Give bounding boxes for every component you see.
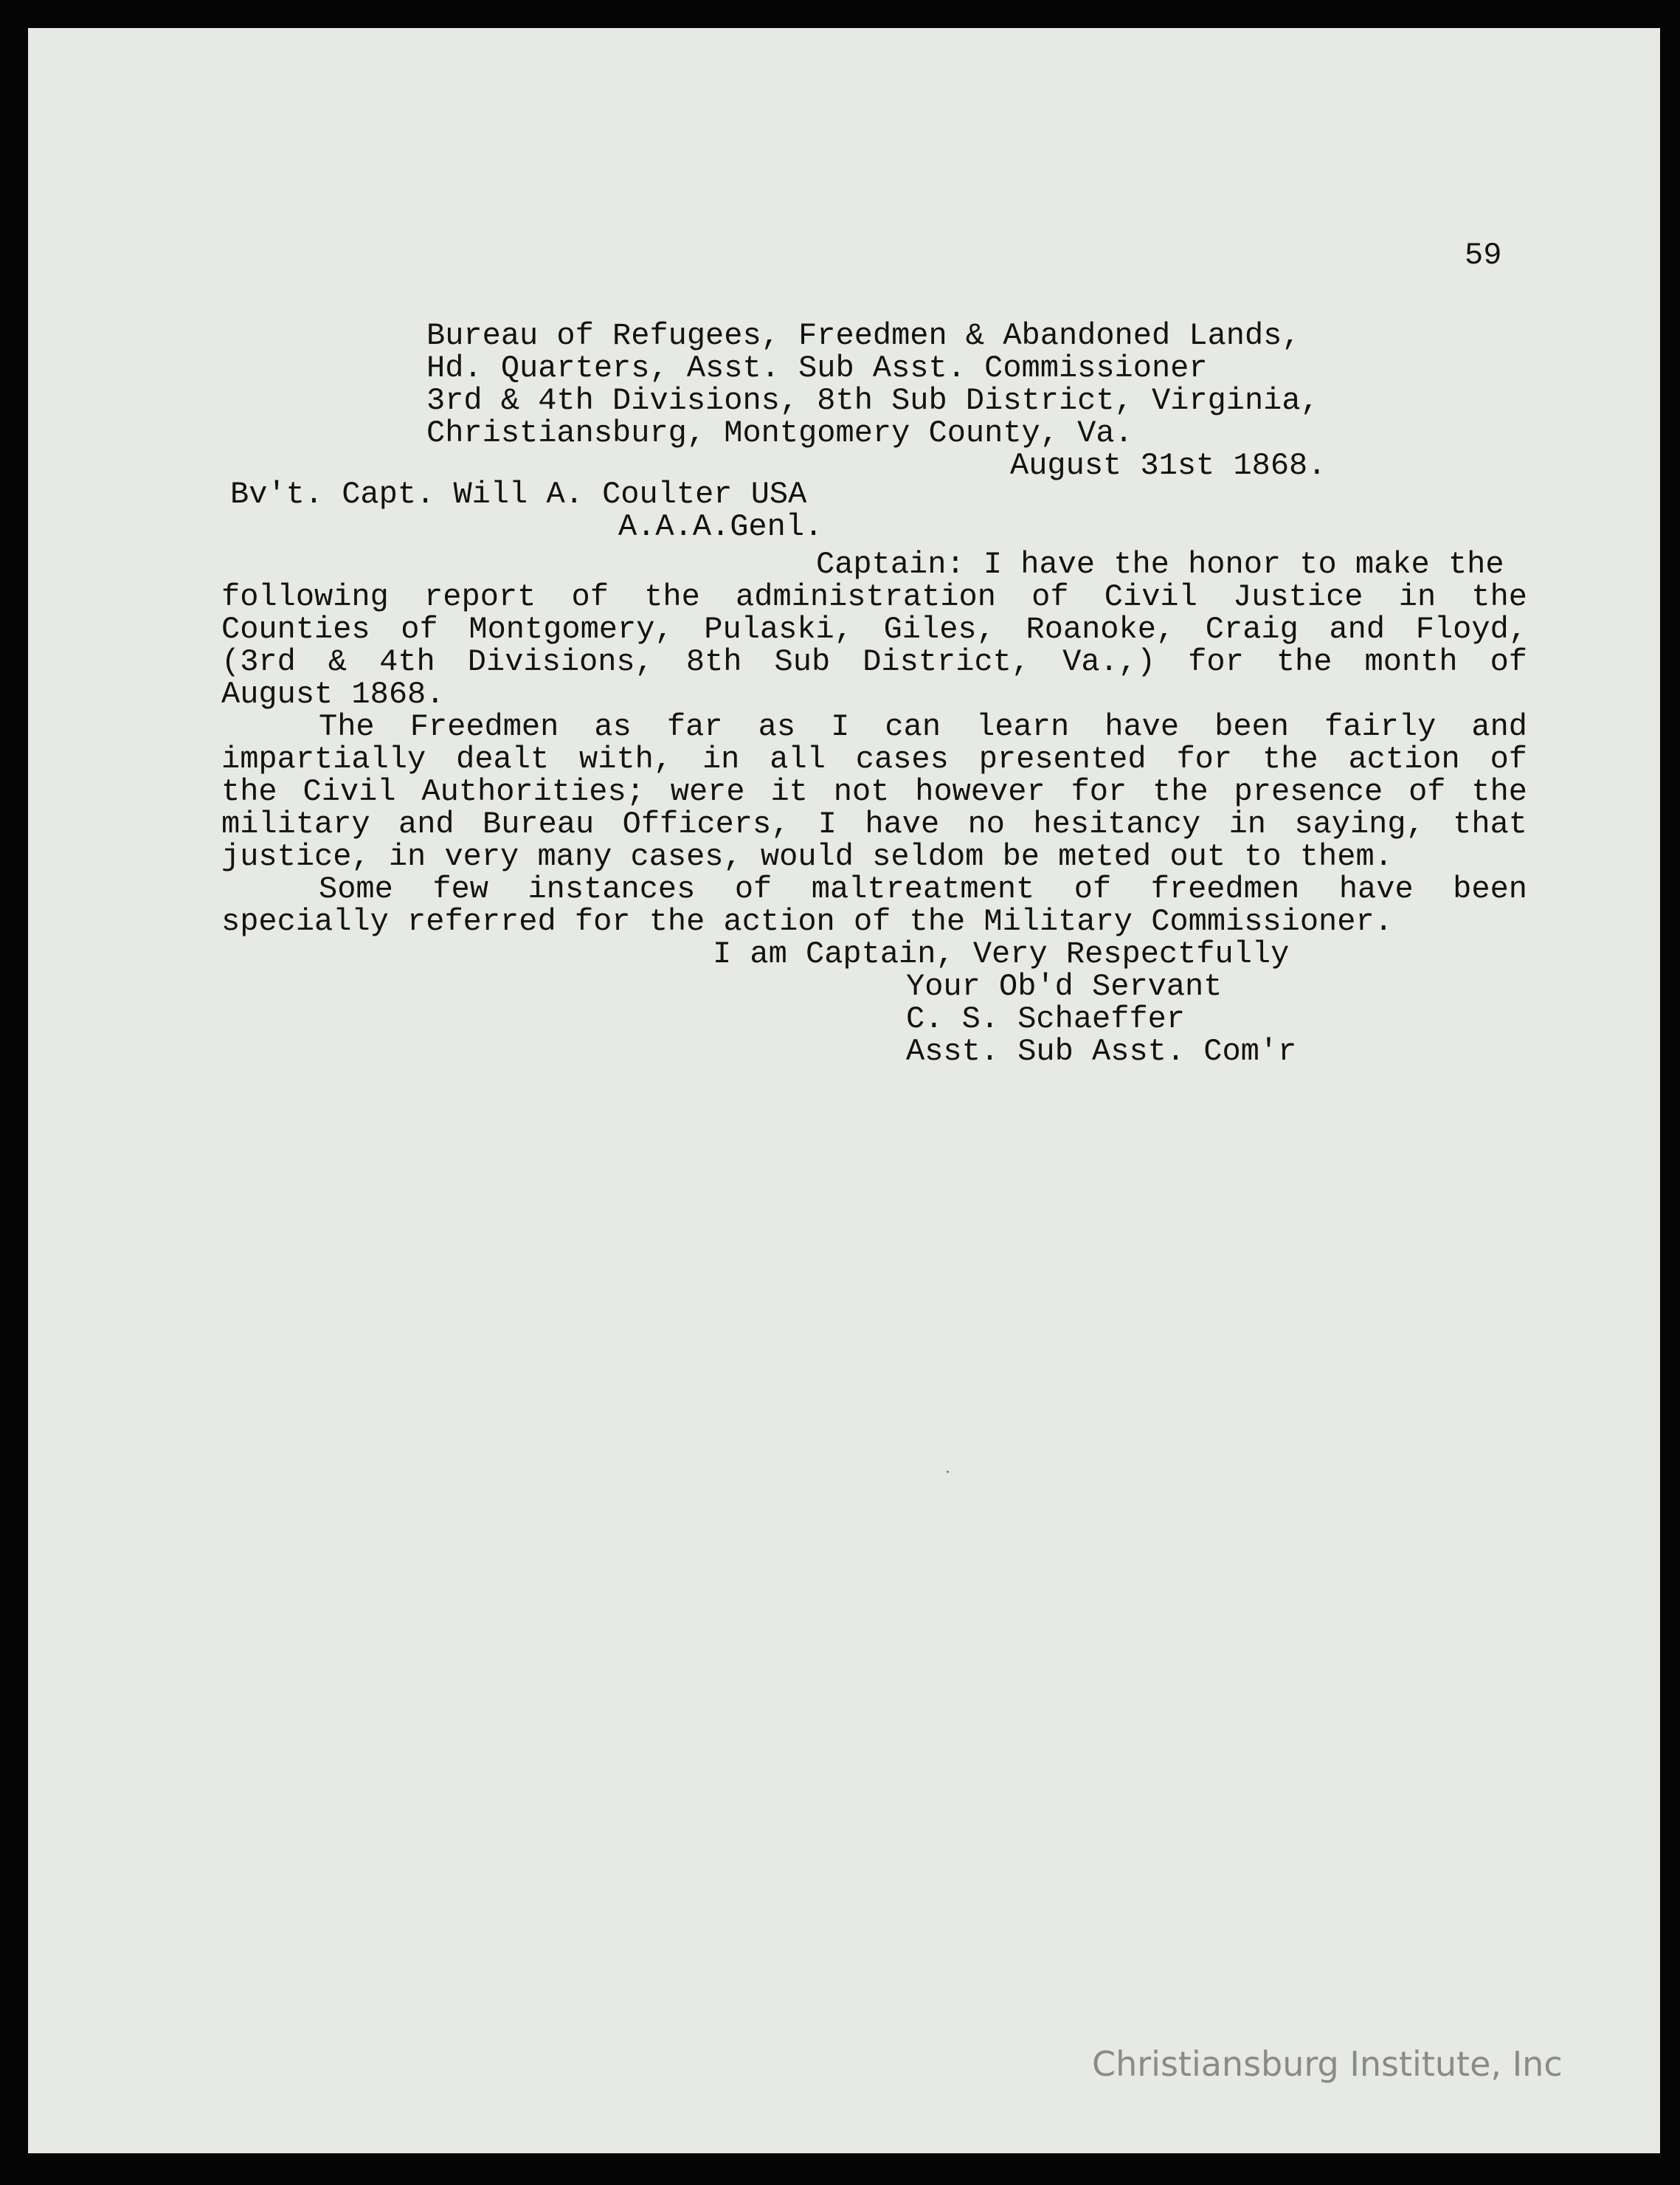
- letterhead-line: Christiansburg, Montgomery County, Va.: [426, 415, 1133, 451]
- closing-line: Your Ob'd Servant: [906, 969, 1223, 1004]
- paragraph3-line: specially referred for the action of the Military Commissioner.: [221, 904, 1393, 939]
- paragraph2-line: impartially dealt with, in all cases presented for the action of: [221, 742, 1527, 777]
- paragraph2-line: justice, in very many cases, would seldom be meted out to them.: [221, 839, 1393, 874]
- watermark-text: Christiansburg Institute, Inc: [1092, 2044, 1563, 2084]
- page-number: 59: [1465, 238, 1502, 273]
- paragraph1-line: (3rd & 4th Divisions, 8th Sub District, Va.,) for the month of: [221, 644, 1527, 680]
- paragraph1-line: Counties of Montgomery, Pulaski, Giles, Roanoke, Craig and Floyd,: [221, 612, 1527, 647]
- paragraph2-line: the Civil Authorities; were it not however for the presence of the: [221, 774, 1527, 810]
- closing-line: I am Captain, Very Respectfully: [713, 936, 1290, 972]
- addressee-name: Bv't. Capt. Will A. Coulter USA: [230, 477, 807, 512]
- addressee-title: A.A.A.Genl.: [618, 509, 823, 545]
- letter-date: August 31st 1868.: [1010, 448, 1327, 483]
- letterhead-line: 3rd & 4th Divisions, 8th Sub District, Virginia,: [426, 383, 1319, 418]
- paragraph3-line: Some few instances of maltreatment of freedmen have been: [319, 871, 1527, 907]
- signature-title: Asst. Sub Asst. Com'r: [906, 1034, 1297, 1069]
- letterhead-line: Hd. Quarters, Asst. Sub Asst. Commissioner: [426, 351, 1208, 386]
- paragraph2-line: The Freedmen as far as I can learn have been fairly and: [319, 709, 1527, 745]
- paper-speck: [947, 1471, 949, 1473]
- letterhead-line: Bureau of Refugees, Freedmen & Abandoned Lands,: [426, 318, 1301, 353]
- paragraph1-line: following report of the administration of Civil Justice in the: [221, 579, 1527, 615]
- paragraph1-line: August 1868.: [221, 677, 445, 712]
- salutation-line: Captain: I have the honor to make the: [816, 547, 1504, 582]
- document-page: [28, 28, 1660, 2153]
- paragraph2-line: military and Bureau Officers, I have no hesitancy in saying, that: [221, 807, 1527, 842]
- signature-name: C. S. Schaeffer: [906, 1001, 1186, 1037]
